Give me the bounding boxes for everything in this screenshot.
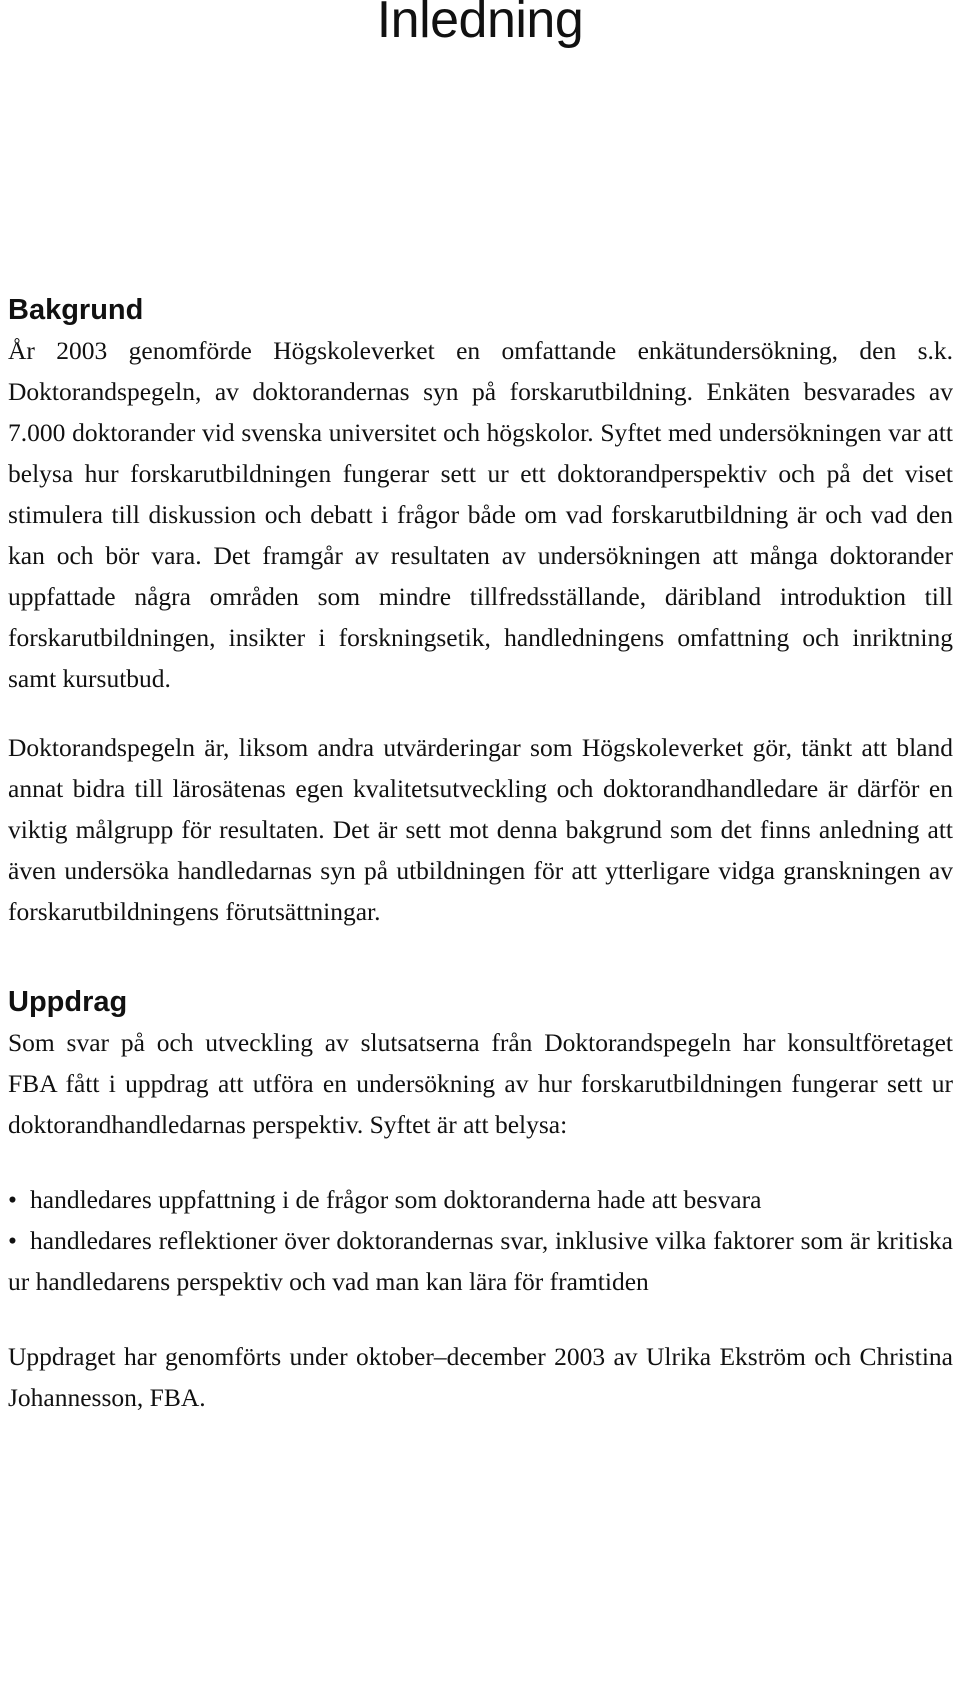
section-uppdrag (8, 982, 953, 1418)
list-item (8, 1220, 953, 1302)
list-spacer (8, 1145, 953, 1179)
paragraph-spacer (8, 699, 953, 727)
page-title: Inledning (376, 0, 584, 49)
bullet-icon: • (8, 1226, 17, 1255)
list-item-text: handledares uppfattning i de frågor som doktoranderna hade att besvara (30, 1185, 762, 1214)
bakgrund-paragraph-2: Doktorandspegeln är, liksom andra utvärderingar som Högskoleverket gör, tänkt att bland annat bidra till lärosätenas egen kvalitetsutveckling och doktorandhandledare är därför en viktig målgrupp för resultaten. Det är sett mot denna bakgrund som det finns anledning att även undersöka handledarnas syn på utbildningen för att ytterligare vidga granskningen av forskarutbildningens förutsättningar. (8, 733, 953, 926)
bakgrund-paragraph-1: År 2003 genomförde Högskoleverket en omfattande enkätundersökning, den s.k. Doktorandspegeln, av doktorandernas syn på forskarutbildning. Enkäten besvarades av 7.000 doktorander vid svenska universitet och högskolor. Syftet med undersökningen var att belysa hur forskarutbildningen fungerar sett ur ett doktorandperspektiv och på det viset stimulera till diskussion och debatt i frågor både om vad forskarutbildning är och vad den kan och bör vara. Det framgår av resultaten av undersökningen att många doktorander uppfattade några områden som mindre tillfredsställande, däribland introduktion till forskarutbildningen, insikter i forskningsetik, handledningens omfattning och inriktning samt kursutbud. (8, 336, 953, 693)
section-heading-uppdrag: Uppdrag (8, 986, 128, 1018)
uppdrag-closing-paragraph: Uppdraget har genomförts under oktober–december 2003 av Ulrika Ekström och Christina Johannesson, FBA. (8, 1342, 953, 1412)
list-item-text: handledares reflektioner över doktorandernas svar, inklusive vilka faktorer som är kritiska ur handledarens perspektiv och vad man kan lära för framtiden (8, 1226, 953, 1296)
bullet-icon: • (8, 1185, 17, 1214)
section-bakgrund (8, 290, 953, 932)
uppdrag-intro-paragraph: Som svar på och utveckling av slutsatserna från Doktorandspegeln har konsultföretaget FBA fått i uppdrag att utföra en undersökning av hur forskarutbildningen fungerar sett ur doktorandhandledarnas perspektiv. Syftet är att belysa: (8, 1028, 953, 1139)
page-content (8, 290, 953, 1418)
section-spacer (8, 932, 953, 982)
list-item (8, 1179, 953, 1220)
bullet-list (8, 1179, 953, 1302)
list-spacer (8, 1302, 953, 1336)
section-heading-bakgrund: Bakgrund (8, 294, 144, 326)
